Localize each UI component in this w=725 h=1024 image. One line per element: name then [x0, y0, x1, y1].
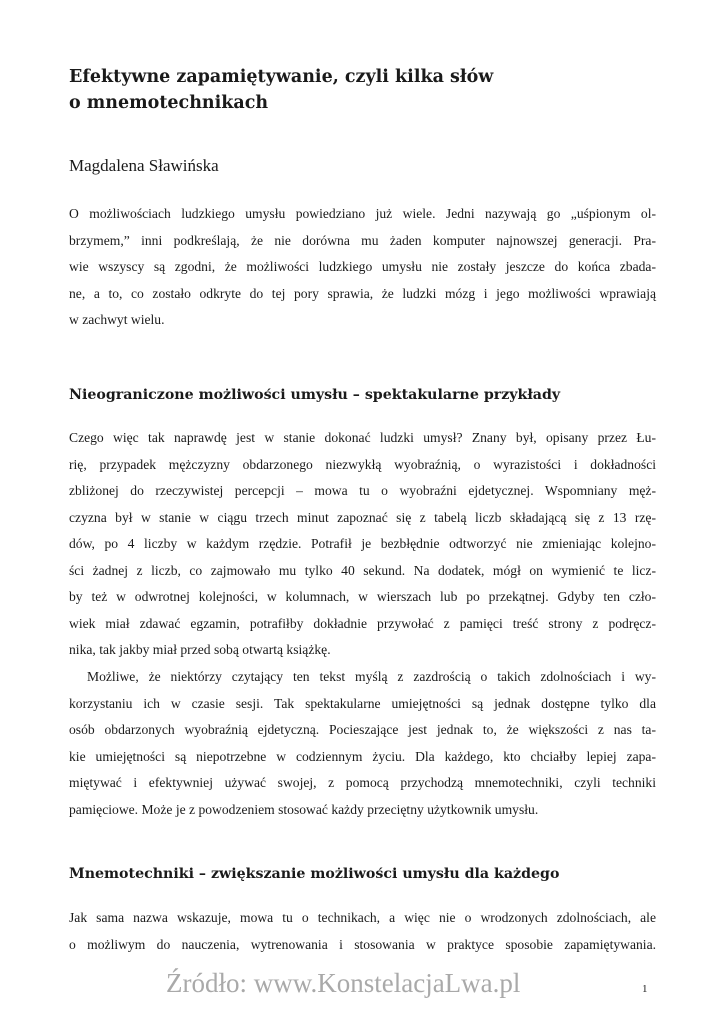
- text-line: brzymem,” inni podkreślają, że nie dorówna mu żaden komputer najnowszej generacji. Pra-: [69, 232, 656, 248]
- body-paragraph: [69, 664, 656, 823]
- text-line: o możliwym do nauczenia, wytrenowania i stosowania w praktyce sposobie zapamiętywania.: [69, 936, 656, 952]
- intro-paragraph: [69, 201, 656, 334]
- text-line: Jak sama nazwa wskazuje, mowa tu o technikach, a więc nie o wrodzonych zdolnościach, ale: [69, 910, 656, 925]
- text-line: pamięciowe. Może je z powodzeniem stosować każdy przeciętny użytkownik umysłu.: [69, 801, 539, 817]
- text-line: w zachwyt wielu.: [69, 312, 165, 327]
- section-heading: Nieograniczone możliwości umysłu – spektakularne przykłady: [69, 387, 561, 403]
- title-line: Efektywne zapamiętywanie, czyli kilka słów: [69, 67, 494, 87]
- text-line: czyzna był w stanie w ciągu trzech minut zapoznać się z tabelą liczb składającą się z 13 rzę-: [69, 509, 656, 525]
- text-line: Możliwe, że niektórzy czytający ten tekst myślą z zazdrością o takich zdolnościach i wy-: [87, 669, 656, 684]
- body-paragraph: [69, 905, 656, 958]
- text-line: by też w odwrotnej kolejności, w kolumnach, w wierszach lub po przekątnej. Gdyby ten czło-: [69, 589, 656, 604]
- text-line: miętywać i efektywniej używać swojej, z pomocą przychodzą mnemotechniki, czyli techniki: [69, 775, 656, 790]
- document-title: [69, 64, 669, 116]
- page-number: 1: [642, 983, 648, 995]
- title-line: o mnemotechnikach: [69, 93, 269, 113]
- text-line: wie wszyscy są zgodni, że możliwości ludzkiego umysłu nie zostały jeszcze do końca zbada-: [69, 259, 656, 274]
- text-line: Czego więc tak naprawdę jest w stanie dokonać ludzki umysł? Znany był, opisany przez Łu-: [69, 430, 656, 445]
- body-paragraph: [69, 425, 656, 664]
- text-line: zbliżonej do rzeczywistej percepcji – mowa tu o wyobraźni ejdetycznej. Wspomniany męż-: [69, 483, 656, 498]
- text-line: ści żadnej z liczb, co zajmowało mu tylko 40 sekund. Na dodatek, mógł on wymienić te licz-: [69, 562, 656, 578]
- text-line: rię, przypadek mężczyzny obdarzonego niezwykłą wyobraźnią, o wyrazistości i dokładności: [69, 456, 656, 472]
- text-line: korzystaniu ich w czasie sesji. Tak spektakularne umiejętności są jednak dostępne tylko dla: [69, 695, 656, 711]
- text-line: ne, a to, co zostało odkryte do tej pory sprawia, że ludzki mózg i jego możliwości wprawiają: [69, 285, 656, 301]
- text-line: dów, po 4 liczby w każdym rzędzie. Potrafił je bezbłędnie odtworzyć nie zmieniając kolejno-: [69, 536, 656, 551]
- text-line: kie umiejętności są niepotrzebne w codziennym życiu. Dla każdego, kto chciałby lepiej zapa-: [69, 748, 656, 764]
- text-line: nika, tak jakby miał przed sobą otwartą książkę.: [69, 642, 331, 657]
- author-name: Magdalena Sławińska: [69, 156, 219, 175]
- text-line: O możliwościach ludzkiego umysłu powiedziano już wiele. Jedni nazywają go „uśpionym ol-: [69, 206, 656, 221]
- source-watermark: Źródło: www.KonstelacjaLwa.pl: [166, 968, 521, 998]
- text-line: osób obdarzonych wyobraźnią ejdetyczną. Pocieszające jest jednak to, że większości z nas ta-: [69, 722, 656, 737]
- text-line: wiek miał zdawać egzamin, potrafiłby dokładnie przywołać z pamięci treść strony z podręcz-: [69, 615, 656, 631]
- section-heading: Mnemotechniki – zwiększanie możliwości umysłu dla każdego: [69, 866, 560, 882]
